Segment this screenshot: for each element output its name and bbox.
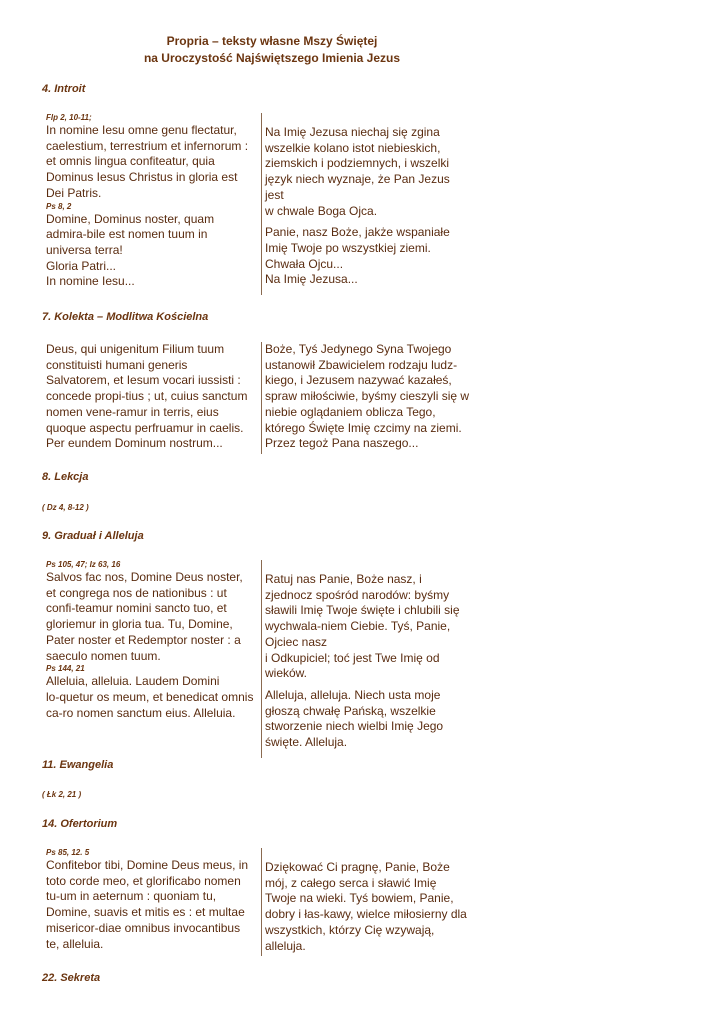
gradual-heading: 9. Graduał i Alleluja xyxy=(42,530,144,542)
gradual-ref-2: Ps 144, 21 xyxy=(46,664,85,674)
introit-ref-1: Flp 2, 10-11; xyxy=(46,113,92,122)
column-divider xyxy=(261,342,262,454)
gradual-block xyxy=(46,560,486,758)
gradual-latin-1: Salvos fac nos, Domine Deus noster, et congrega nos de nationibus : ut confi-teamur nomini sancto tuo, et gloriemur in gloria tua. Tu, Domine, Pater noster et Redemptor noster : a saeculo nomen tuum. xyxy=(46,570,243,663)
sekreta-heading: 22. Sekreta xyxy=(42,972,101,984)
ofertorium-polish xyxy=(265,860,485,954)
gradual-latin-2: Alleluia, alleluia. Laudem Domini lo-quetur os meum, et benedicat omnis ca-ro nomen sanctum eius. Alleluia. xyxy=(46,674,254,720)
column-divider xyxy=(261,560,262,758)
ewangelia-ref: ( Łk 2, 21 ) xyxy=(42,790,82,799)
introit-polish-2: Panie, nasz Boże, jakże wspaniałe Imię Twoje po wszystkiej ziemi. Chwała Ojcu... Na Imię Jezusa... xyxy=(265,225,450,287)
ofertorium-polish-text: Dziękować Ci pragnę, Panie, Boże mój, z całego serca i sławić Imię Twoje na wieki. Tyś bowiem, Panie, dobry i łas-kawy, wielce miłosierny dla wszystkich, którzy Cię wzywają, alleluja. xyxy=(265,860,467,953)
introit-latin-1: In nomine Iesu omne genu flectatur, caelestium, terrestrium et infernorum : et omnis lingua confiteatur, quia Dominus Iesus Christus in gloria est Dei Patris. xyxy=(46,123,249,200)
ofertorium-latin-text: Confitebor tibi, Domine Deus meus, in toto corde meo, et glorificabo nomen tu-um in aeternum : quoniam tu, Domine, suavis et mitis es : et multae misericor-diae omnibus invocantibus te, alleluia. xyxy=(46,858,249,951)
kolekta-latin-text: Deus, qui unigenitum Filium tuum constituisti humani generis Salvatorem, et Iesum vocari iussisti : concede propi-tius ; ut, cuius sanctum nomen vene-ramur in terris, eius quoque aspectu perfruamur in caelis. Per eundem Dominum nostrum... xyxy=(46,342,248,451)
gradual-latin xyxy=(46,560,260,721)
page-title xyxy=(80,33,464,67)
column-divider xyxy=(261,848,262,956)
kolekta-polish xyxy=(265,342,485,452)
introit-polish xyxy=(265,125,485,288)
kolekta-polish-text: Boże, Tyś Jedynego Syna Twojego ustanowił Zbawicielem rodzaju ludz- kiego, i Jezusem nazywać kazałeś, spraw miłościwie, byśmy cieszyli się w niebie oglądaniem oblicza Tego, którego Święte Imię czcimy na ziemi. Przez tegoż Pana naszego... xyxy=(265,342,470,451)
ofertorium-block xyxy=(46,848,486,956)
lekcja-ref: ( Dz 4, 8-12 ) xyxy=(42,503,89,512)
title-line-2: na Uroczystość Najświętszego Imienia Jezus xyxy=(143,51,401,65)
lekcja-heading: 8. Lekcja xyxy=(42,471,89,483)
introit-latin xyxy=(46,113,260,290)
ofertorium-heading: 14. Ofertorium xyxy=(42,818,118,830)
column-divider xyxy=(261,113,262,295)
gradual-ref-1: Ps 105, 47; Iz 63, 16 xyxy=(46,560,121,569)
introit-ref-2: Ps 8, 2 xyxy=(46,201,72,211)
introit-latin-2: Domine, Dominus noster, quam admira-bile est nomen tuum in universa terra! Gloria Patri... In nomine Iesu... xyxy=(46,211,215,289)
kolekta-heading: 7. Kolekta – Modlitwa Kościelna xyxy=(42,311,209,323)
gradual-polish-2: Alleluja, alleluja. Niech usta moje głoszą chwałę Pańską, wszelkie stworzenie niech wielbi Imię Jego święte. Alleluja. xyxy=(265,687,444,750)
introit-block xyxy=(46,113,486,295)
ofertorium-latin xyxy=(46,848,260,952)
ofertorium-ref: Ps 85, 12. 5 xyxy=(46,848,90,857)
gradual-polish-1: Ratuj nas Panie, Boże nasz, i zjednocz spośród narodów: byśmy sławili Imię Twoje święte i chlubili się wychwala-niem Ciebie. Tyś, Panie, Ojciec nasz i Odkupiciel; toć jest Twe Imię od wieków. xyxy=(265,572,460,681)
gradual-polish xyxy=(265,572,485,751)
introit-heading: 4. Introit xyxy=(42,83,86,95)
kolekta-block xyxy=(46,342,486,454)
ewangelia-heading: 11. Ewangelia xyxy=(42,759,114,771)
title-line-1: Propria – teksty własne Mszy Świętej xyxy=(166,34,378,48)
kolekta-latin xyxy=(46,342,260,452)
introit-polish-1: Na Imię Jezusa niechaj się zgina wszelkie kolano istot niebieskich, ziemskich i podziemnych, i wszelki język niech wyznaje, że Pan Jezus jest w chwale Boga Ojca. xyxy=(265,125,450,218)
